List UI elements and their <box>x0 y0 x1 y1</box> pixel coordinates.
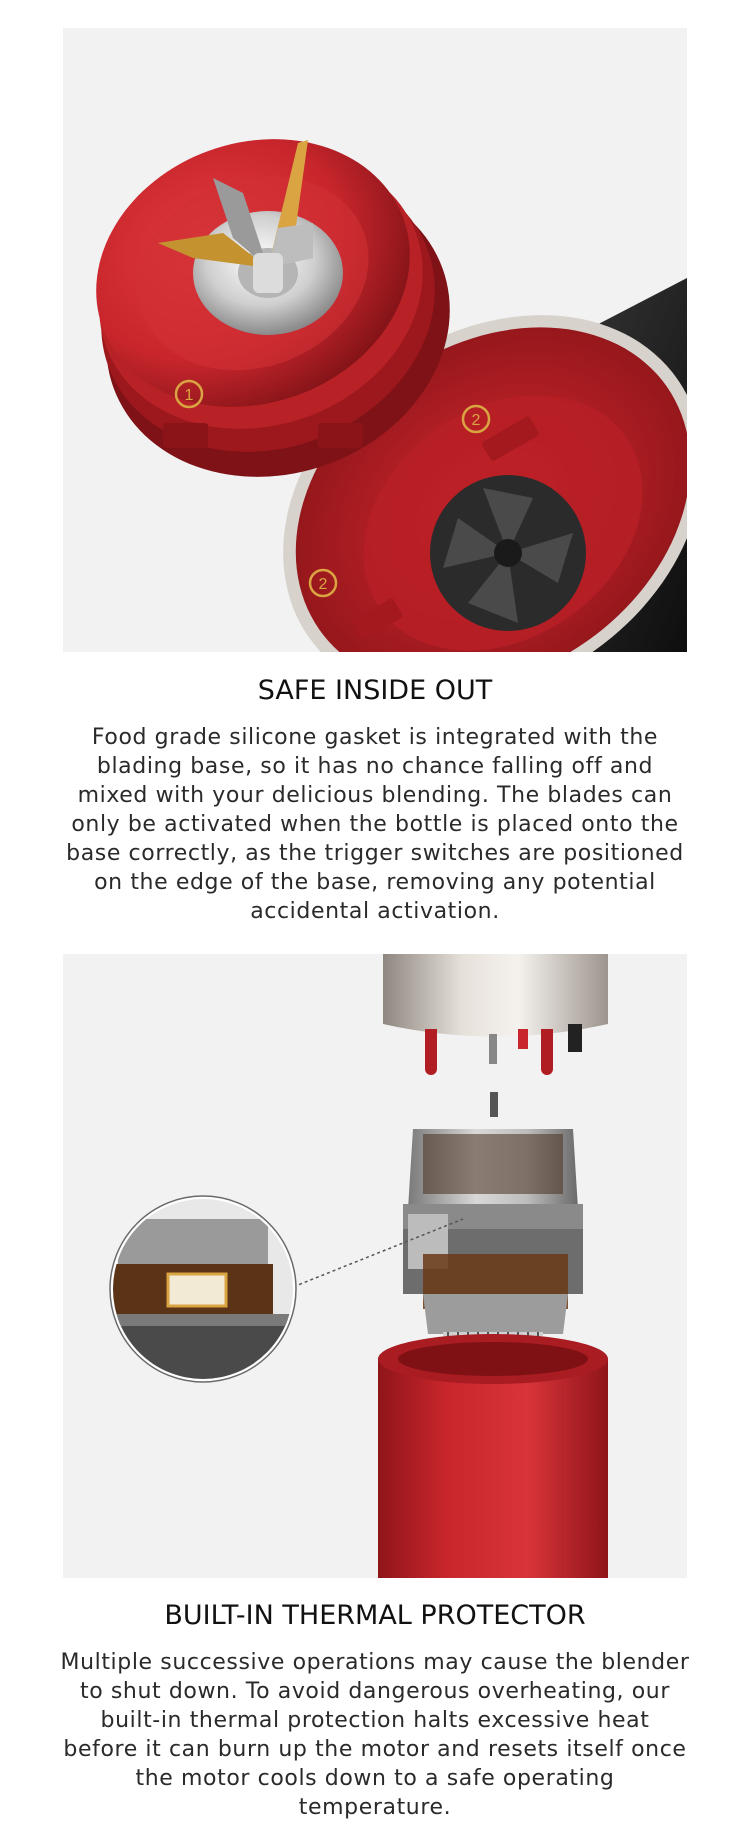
feature-title: SAFE INSIDE OUT <box>257 675 493 706</box>
zoom-inset <box>110 1196 296 1382</box>
red-base <box>378 1334 608 1578</box>
feature-description: Multiple successive operations may cause the blender to shut down. To avoid dangerous overheating, our built-in thermal protection halts excessive heat before it can burn up the motor and resets itself once the motor cools down to a safe operating temperature. <box>60 1650 690 1820</box>
feature-description: Food grade silicone gasket is integrated with the blading base, so it has no chance falling off and mixed with your delicious blending. The blades can only be activated when the bottle is placed onto the base correctly, as the trigger switches are positioned on the edge of the base, removing any potential accidental activation. <box>66 725 684 924</box>
container-bottom <box>383 954 608 1075</box>
motor-photo <box>63 954 687 1578</box>
feature-title: BUILT-IN THERMAL PROTECTOR <box>164 1600 586 1631</box>
callout-2-top-label: 2 <box>471 412 481 429</box>
callout-1-label: 1 <box>184 387 194 404</box>
callout-2-bottom-label: 2 <box>318 576 328 593</box>
motor <box>403 1092 583 1354</box>
